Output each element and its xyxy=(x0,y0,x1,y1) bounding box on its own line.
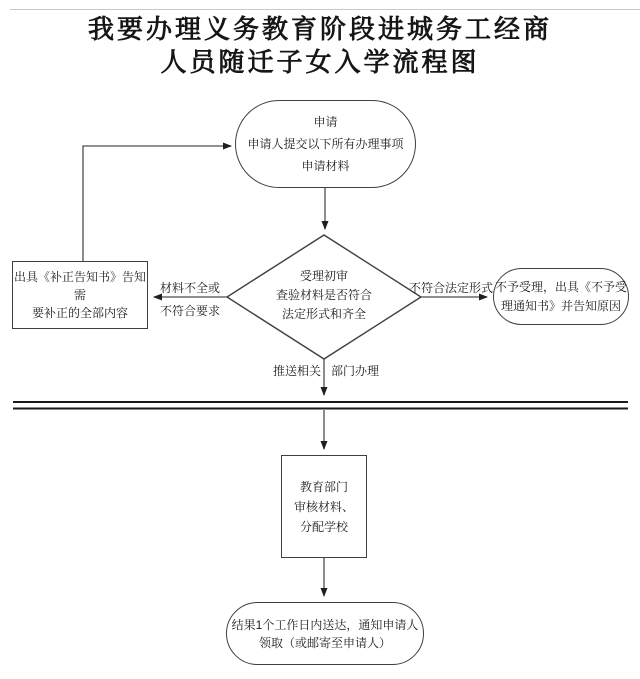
correction-line2: 要补正的全部内容 xyxy=(31,306,128,320)
label-push-related-left: 推送相关 xyxy=(272,364,321,378)
decision-line3: 法定形式和齐全 xyxy=(281,307,366,321)
decision-line2: 查验材料是否符合 xyxy=(275,288,372,302)
edge-correction-to-start xyxy=(83,146,231,261)
education-line1: 教育部门 xyxy=(299,479,348,494)
start-node xyxy=(235,100,416,188)
reject-line2: 理通知书》并告知原因 xyxy=(500,298,621,313)
label-incomplete-materials-line2: 不符合要求 xyxy=(159,304,220,318)
reject-line1: 不予受理，出具《不予受 xyxy=(494,279,627,294)
page-title-line2: 人员随迁子女入学流程图 xyxy=(160,48,480,77)
label-push-related-right: 部门办理 xyxy=(331,364,380,378)
label-incomplete-materials-line1: 材料不全或 xyxy=(159,281,220,295)
result-line1: 结果1个工作日内送达，通知申请人 xyxy=(231,617,419,632)
start-node-line1: 申请 xyxy=(313,115,338,129)
reject-notice-node xyxy=(493,268,629,325)
start-node-line2: 申请人提交以下所有办理事项 xyxy=(247,137,404,151)
education-dept-box xyxy=(281,455,367,558)
education-line3: 分配学校 xyxy=(299,519,348,534)
correction-notice-box xyxy=(12,261,148,329)
correction-line1: 出具《补正告知书》告知需 xyxy=(13,270,146,302)
education-line2: 审核材料、 xyxy=(293,499,354,514)
result-node xyxy=(226,602,424,665)
label-invalid-legal-form: 不符合法定形式 xyxy=(409,281,494,295)
decision-line1: 受理初审 xyxy=(299,269,348,283)
result-line2: 领取（或邮寄至申请人） xyxy=(258,635,391,650)
decision-node-text xyxy=(234,267,414,324)
start-node-line3: 申请材料 xyxy=(301,159,350,173)
page-title-line1: 我要办理义务教育阶段进城务工经商 xyxy=(87,15,552,44)
